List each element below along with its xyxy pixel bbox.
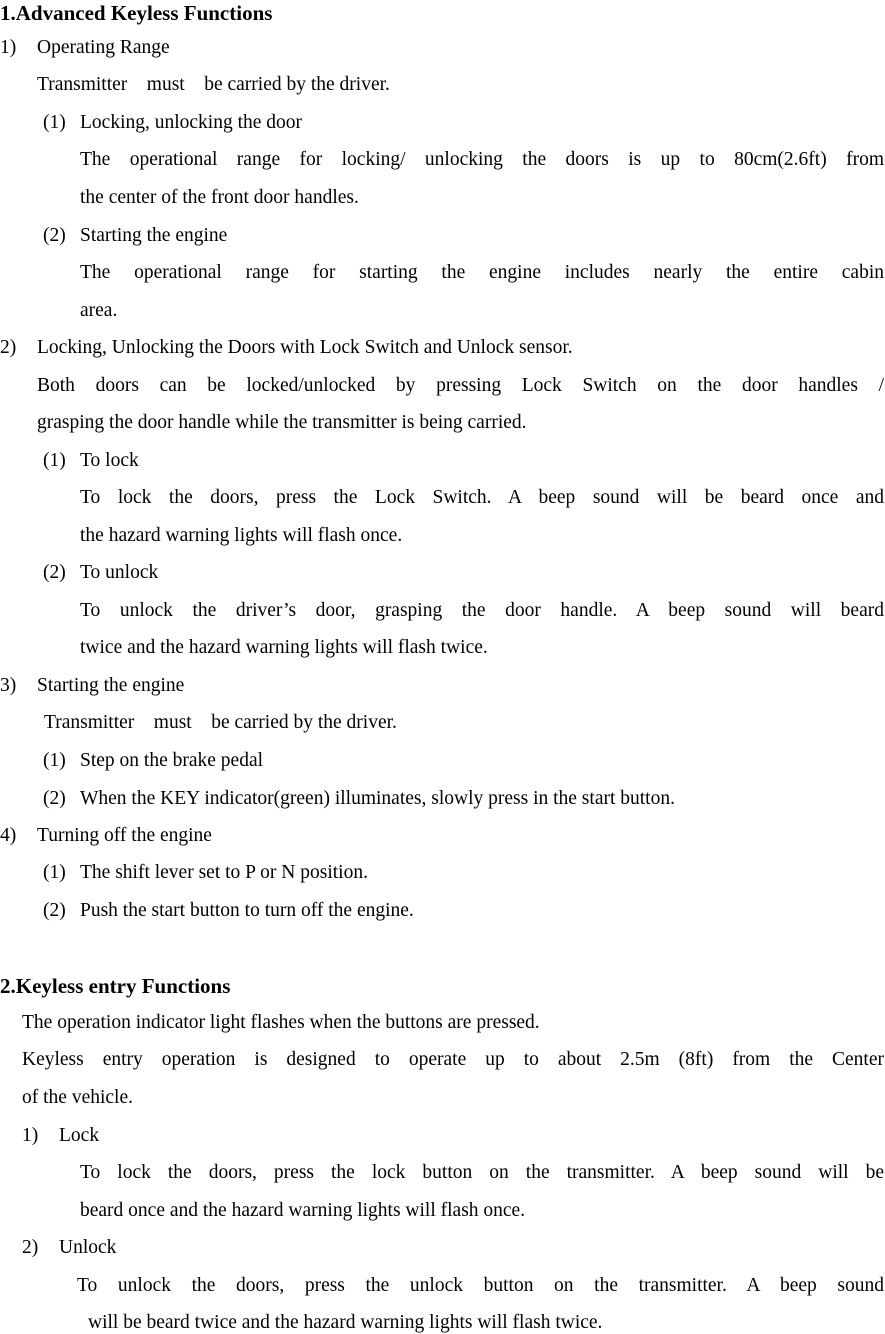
item-title: Starting the engine [37,675,185,696]
subitem-text-line: To unlock the driver’s door, grasping the door handle. A beep sound will beard [80,600,884,621]
item-number: 3) [0,675,17,696]
item-desc-line: Both doors can be locked/unlocked by pressing Lock Switch on the door handles / [37,375,884,396]
item-number: 2) [0,337,17,358]
subitem-title: Step on the brake pedal [80,750,264,771]
intro-line: Keyless entry operation is designed to operate up to about 2.5m (8ft) from the Center [22,1049,884,1070]
item-text-line: beard once and the hazard warning lights will flash once. [80,1200,526,1221]
item-title: Lock [59,1125,100,1146]
subitem-text-line: area. [80,300,118,321]
subitem-text-line: To lock the doors, press the Lock Switch. A beep sound will be beard once and [80,487,884,508]
item-note: Transmitter must be carried by the driver. [44,712,397,733]
item-text-line: To unlock the doors, press the unlock button on the transmitter. A beep sound [77,1275,884,1296]
subitem-number: (1) [43,862,66,883]
subitem-title: When the KEY indicator(green) illuminates, slowly press in the start button. [80,788,675,809]
subitem-title: To lock [80,450,139,471]
item-title: Locking, Unlocking the Doors with Lock Switch and Unlock sensor. [37,337,573,358]
subitem-number: (1) [43,450,66,471]
item-number: 2) [22,1237,39,1258]
item-text-line: To lock the doors, press the lock button on the transmitter. A beep sound will be [80,1162,884,1183]
subitem-number: (2) [43,562,66,583]
subitem-text-line: The operational range for locking/ unlocking the doors is up to 80cm(2.6ft) from [80,149,884,170]
subitem-number: (1) [43,112,66,133]
subitem-text-line: twice and the hazard warning lights will flash twice. [80,637,488,658]
subitem-text-line: The operational range for starting the engine includes nearly the entire cabin [80,262,884,283]
subitem-title: To unlock [80,562,159,583]
section-1-heading: 1.Advanced Keyless Functions [0,1,273,25]
intro-line: The operation indicator light flashes when the buttons are pressed. [22,1012,540,1033]
item-title: Unlock [59,1237,117,1258]
section-2-heading: 2.Keyless entry Functions [0,974,231,998]
item-number: 1) [22,1125,39,1146]
item-text-line: will be beard twice and the hazard warning lights will flash twice. [88,1312,603,1333]
subitem-number: (2) [43,788,66,809]
subitem-title: Push the start button to turn off the engine. [80,900,414,921]
item-number: 1) [0,37,17,58]
subitem-title: Locking, unlocking the door [80,112,303,133]
item-title: Turning off the engine [37,825,212,846]
subitem-number: (2) [43,900,66,921]
item-desc-line: grasping the door handle while the transmitter is being carried. [37,412,527,433]
subitem-number: (1) [43,750,66,771]
subitem-text-line: the center of the front door handles. [80,187,359,208]
subitem-text-line: the hazard warning lights will flash once. [80,525,403,546]
item-note: Transmitter must be carried by the driver. [37,74,390,95]
subitem-title: Starting the engine [80,225,228,246]
item-number: 4) [0,825,17,846]
item-title: Operating Range [37,37,170,58]
subitem-number: (2) [43,225,66,246]
subitem-title: The shift lever set to P or N position. [80,862,368,883]
intro-line: of the vehicle. [22,1087,133,1108]
